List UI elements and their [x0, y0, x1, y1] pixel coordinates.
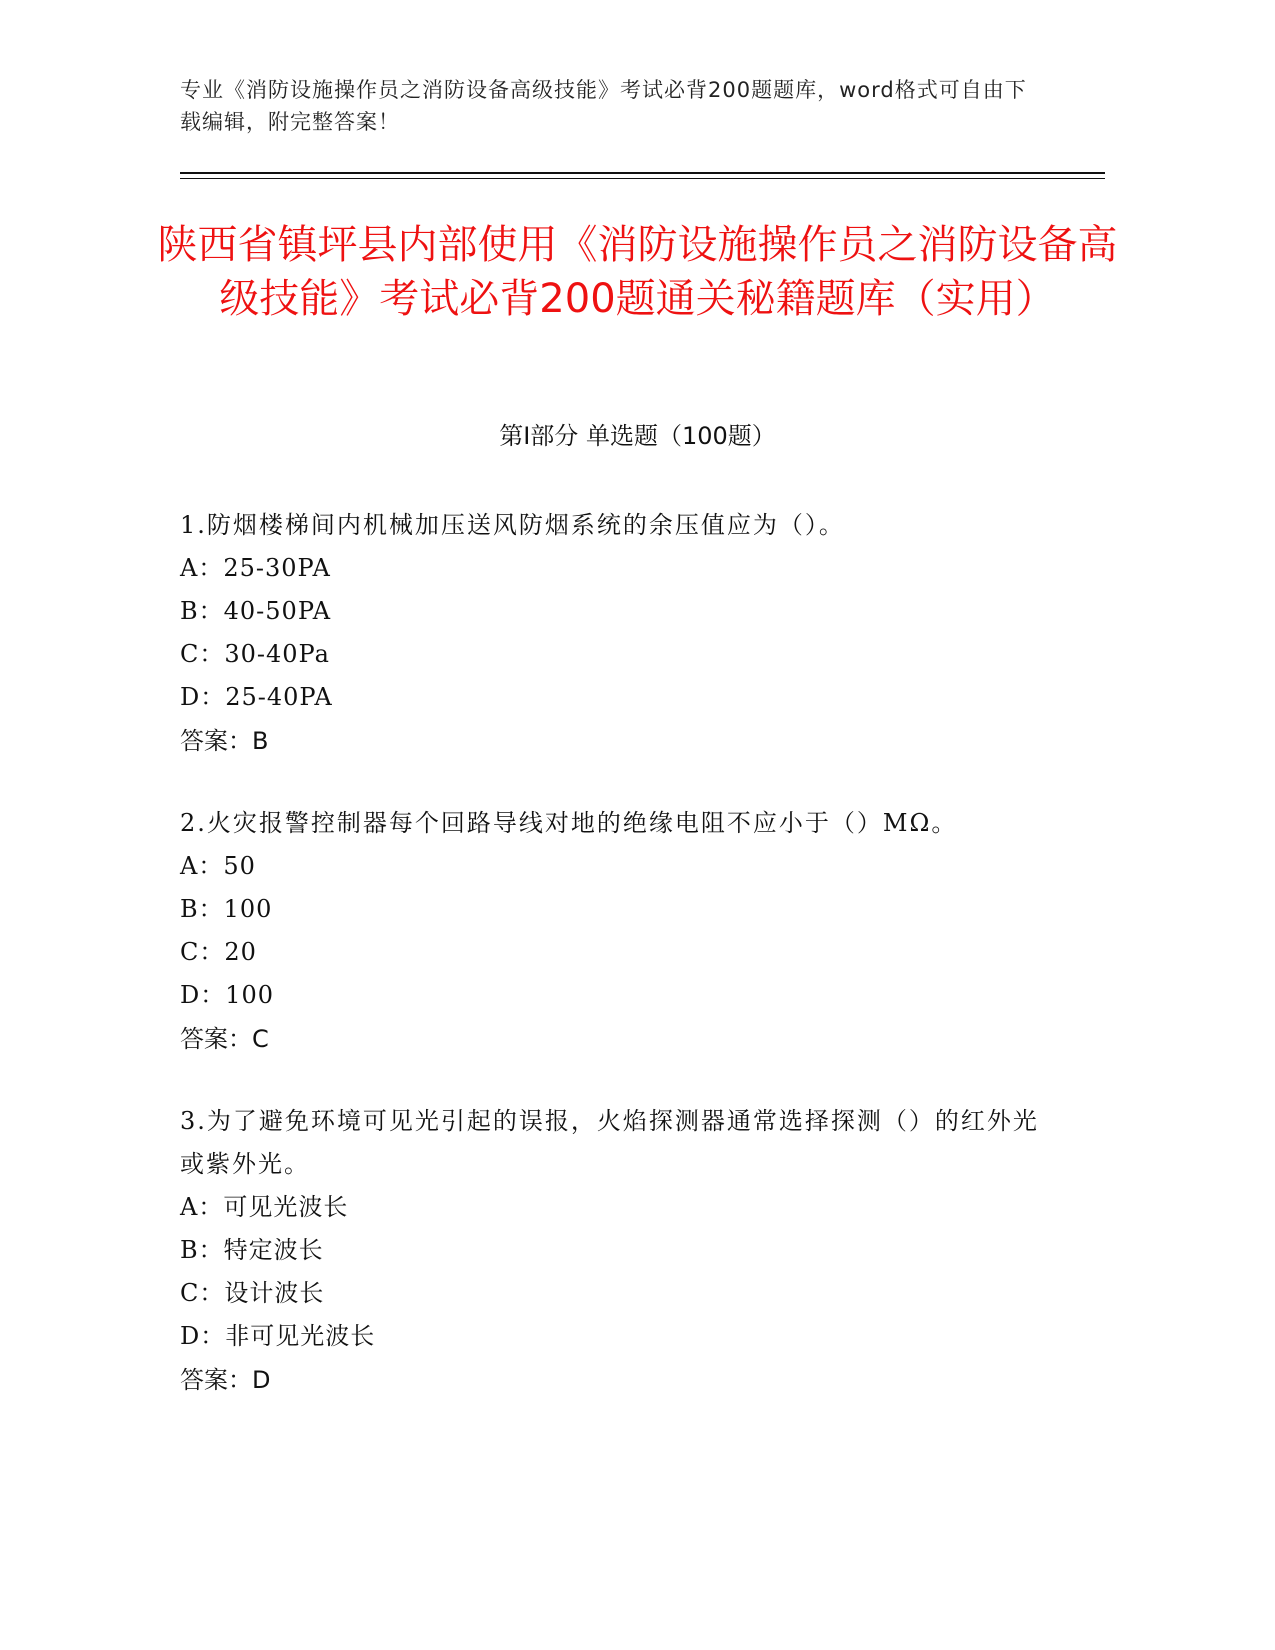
section-title: 第Ⅰ部分 单选题（100题） [499, 422, 776, 450]
option-a: A：25-30PA [180, 554, 331, 582]
option-b: B：100 [180, 895, 273, 923]
question-stem: 2.火灾报警控制器每个回路导线对地的绝缘电阻不应小于（）MΩ。 [180, 809, 958, 837]
header-rule-thin [180, 178, 1105, 179]
document-title: 陕西省镇坪县内部使用《消防设施操作员之消防设备高级技能》考试必背200题通关秘籍题库（实用） [157, 222, 1118, 322]
option-a: A：可见光波长 [180, 1193, 349, 1221]
option-c: C：20 [180, 938, 257, 966]
option-d: D：100 [180, 981, 275, 1009]
option-d: D：非可见光波长 [180, 1322, 376, 1350]
option-b: B：特定波长 [180, 1236, 324, 1264]
answer: 答案：C [180, 1025, 269, 1053]
option-d: D：25-40PA [180, 683, 333, 711]
answer: 答案：D [180, 1366, 271, 1394]
question-list [180, 504, 1060, 1441]
question-stem: 3.为了避免环境可见光引起的误报，火焰探测器通常选择探测（）的红外光或紫外光。 [180, 1107, 1039, 1178]
option-c: C：设计波长 [180, 1279, 325, 1307]
question-1 [180, 504, 1060, 764]
option-c: C：30-40Pa [180, 640, 330, 668]
option-b: B：40-50PA [180, 597, 332, 625]
header-note: 专业《消防设施操作员之消防设备高级技能》考试必背200题题库，word格式可自由下载编辑，附完整答案！ [180, 78, 1027, 134]
option-a: A：50 [180, 852, 256, 880]
header-rule-thick [180, 172, 1105, 174]
answer: 答案：B [180, 727, 269, 755]
question-2 [180, 802, 1060, 1062]
question-stem: 1.防烟楼梯间内机械加压送风防烟系统的余压值应为（）。 [180, 511, 845, 539]
question-3 [180, 1100, 1060, 1403]
